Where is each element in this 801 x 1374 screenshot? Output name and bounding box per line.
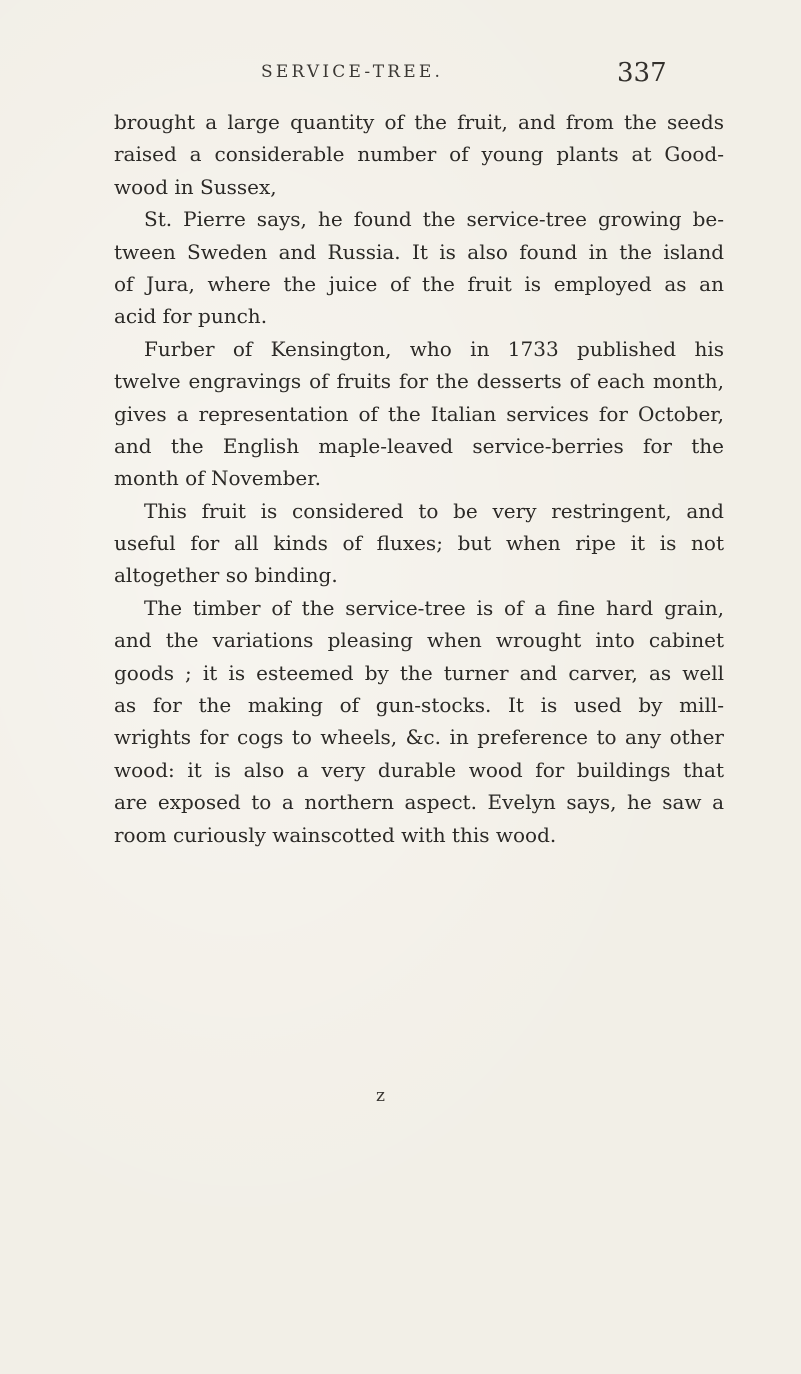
- running-title: SERVICE-TREE.: [261, 62, 444, 82]
- text-line: and the English maple-leaved service-berries for the: [114, 433, 724, 458]
- text-line: Furber of Kensington, who in 1733 published his: [144, 336, 724, 361]
- text-line: room curiously wainscotted with this wood.: [114, 822, 557, 847]
- text-line: goods ; it is esteemed by the turner and carver, as well: [114, 660, 724, 685]
- text-line: St. Pierre says, he found the service-tree growing be-: [144, 207, 724, 232]
- text-line: acid for punch.: [114, 304, 268, 329]
- text-line: of Jura, where the juice of the fruit is employed as an: [114, 271, 724, 296]
- text-line: wood: it is also a very durable wood for buildings that: [114, 757, 724, 782]
- text-line: twelve engravings of fruits for the desserts of each month,: [114, 369, 724, 394]
- page-number: 337: [617, 58, 667, 88]
- running-head: [0, 58, 801, 98]
- text-line: The timber of the service-tree is of a fine hard grain,: [144, 595, 724, 620]
- text-line: altogether so binding.: [114, 563, 338, 588]
- text-line: brought a large quantity of the fruit, and from the seeds: [114, 110, 724, 134]
- text-line: wrights for cogs to wheels, &c. in preference to any other: [114, 725, 724, 750]
- text-line: tween Sweden and Russia. It is also found in the island: [114, 239, 724, 264]
- text-line: and the variations pleasing when wrought into cabinet: [114, 628, 724, 653]
- text-line: wood in Sussex,: [114, 174, 277, 199]
- text-line: This fruit is considered to be very restringent, and: [144, 498, 724, 523]
- text-line: month of November.: [114, 466, 321, 491]
- text-line: as for the making of gun-stocks. It is used by mill-: [114, 693, 724, 718]
- signature-mark: z: [376, 1086, 385, 1106]
- text-line: gives a representation of the Italian services for October,: [114, 401, 724, 426]
- body-text: [114, 106, 724, 851]
- text-line: raised a considerable number of young plants at Good-: [114, 142, 724, 167]
- text-line: are exposed to a northern aspect. Evelyn says, he saw a: [114, 790, 724, 815]
- text-line: useful for all kinds of fluxes; but when ripe it is not: [114, 531, 724, 556]
